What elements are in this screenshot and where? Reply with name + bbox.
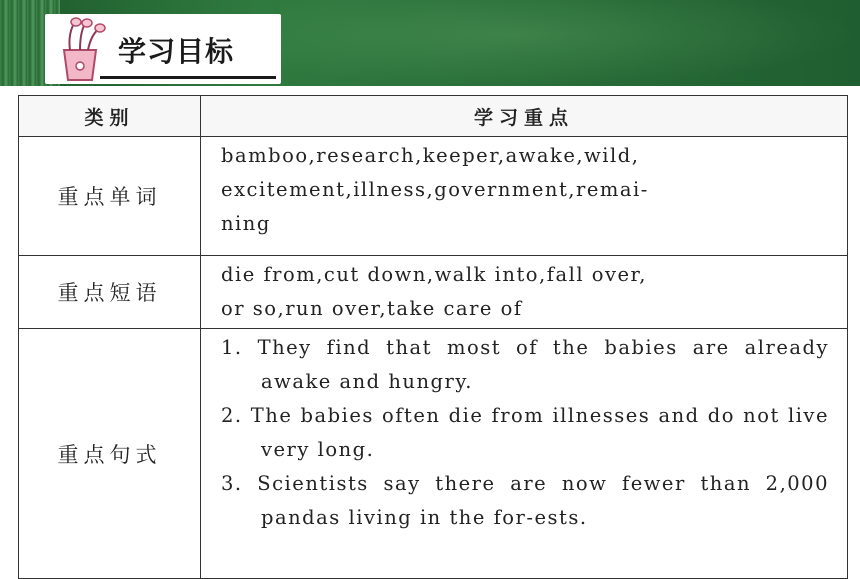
study-focus-table (18, 95, 847, 564)
column-header-focus: 学习重点 (201, 96, 848, 137)
key-words-cell (201, 137, 848, 256)
page-title: 学习目标 (118, 35, 235, 68)
category-cell: 重点句式 (19, 329, 201, 579)
phrase-line: or so,run over,take care of (221, 297, 523, 320)
key-sentences-cell (201, 329, 848, 579)
flower-cup-icon (50, 16, 110, 84)
sentence-item: 3. Scientists say there are now fewer than 2,000 pandas living in the for-ests. (221, 472, 829, 529)
sentence-item: 2. The babies often die from illnesses and do not live very long. (221, 404, 829, 461)
phrase-line: die from,cut down,walk into,fall over, (221, 263, 647, 286)
word-line: ning (221, 212, 271, 235)
key-phrases-cell (201, 256, 848, 329)
word-line: excitement,illness,government,remai- (221, 178, 649, 201)
column-header-category: 类别 (19, 96, 201, 137)
table-row (19, 329, 848, 579)
table-row (19, 137, 848, 256)
title-underline (100, 76, 276, 79)
category-cell: 重点单词 (19, 137, 201, 256)
table-row (19, 256, 848, 329)
word-line: bamboo,research,keeper,awake,wild, (221, 144, 640, 167)
category-cell: 重点短语 (19, 256, 201, 329)
table-header-row (19, 96, 848, 137)
sentence-item: 1. They find that most of the babies are already awake and hungry. (221, 336, 829, 393)
